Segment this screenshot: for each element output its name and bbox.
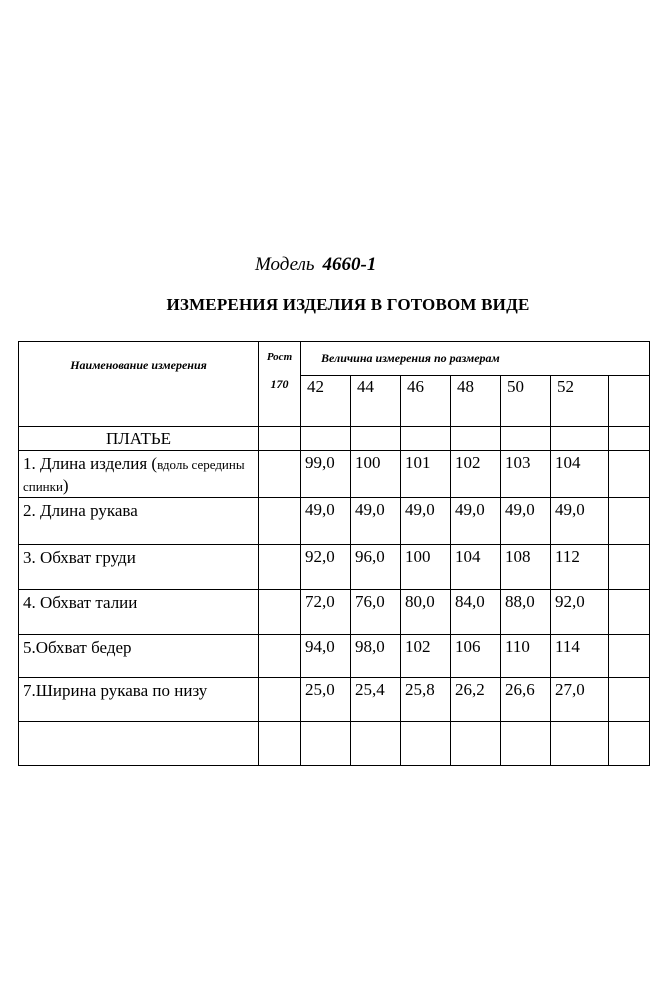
value-cell: 99,0	[301, 451, 351, 498]
value-cell: 98,0	[351, 635, 401, 678]
value-cell: 102	[451, 451, 501, 498]
empty-cell	[451, 722, 501, 766]
value-cell	[609, 498, 650, 545]
value-cell	[609, 590, 650, 635]
value-cell: 100	[351, 451, 401, 498]
size-header-cell: 50	[501, 376, 551, 427]
value-cell: 49,0	[551, 498, 609, 545]
value-cell: 110	[501, 635, 551, 678]
empty-cell	[301, 722, 351, 766]
value-cell	[609, 451, 650, 498]
empty-cell	[259, 722, 301, 766]
size-header-cell: 48	[451, 376, 501, 427]
value-cell: 25,4	[351, 678, 401, 722]
table-row	[19, 545, 650, 590]
page-title: ИЗМЕРЕНИЯ ИЗДЕЛИЯ В ГОТОВОМ ВИДЕ	[166, 295, 530, 314]
value-cell: 96,0	[351, 545, 401, 590]
value-cell: 104	[451, 545, 501, 590]
row-label	[19, 678, 259, 722]
value-cell: 114	[551, 635, 609, 678]
value-cell: 88,0	[501, 590, 551, 635]
value-cell: 27,0	[551, 678, 609, 722]
size-header-cell: 46	[401, 376, 451, 427]
table-row	[19, 498, 650, 545]
measurements-table	[18, 341, 650, 766]
value-cell: 26,2	[451, 678, 501, 722]
row-label-text: 5.Обхват бедер	[23, 638, 132, 657]
row-label	[19, 545, 259, 590]
value-cell: 76,0	[351, 590, 401, 635]
empty-cell	[451, 427, 501, 451]
header-height-label: Рост	[266, 351, 293, 363]
empty-cell	[301, 427, 351, 451]
row-label-text: 4. Обхват талии	[23, 593, 138, 612]
value-cell: 103	[501, 451, 551, 498]
empty-cell	[351, 427, 401, 451]
value-cell: 112	[551, 545, 609, 590]
value-cell: 49,0	[451, 498, 501, 545]
value-cell: 72,0	[301, 590, 351, 635]
size-header-cell	[609, 376, 650, 427]
table-row	[19, 451, 650, 498]
height-cell	[259, 451, 301, 498]
header-name: Наименование измерения	[19, 342, 259, 427]
size-header-cell: 44	[351, 376, 401, 427]
empty-cell	[501, 722, 551, 766]
empty-cell	[609, 722, 650, 766]
header-height	[259, 342, 301, 427]
value-cell: 104	[551, 451, 609, 498]
value-cell: 106	[451, 635, 501, 678]
size-header-cell: 42	[301, 376, 351, 427]
section-row	[19, 427, 650, 451]
height-cell	[259, 545, 301, 590]
header-height-value: 170	[270, 377, 289, 391]
value-cell: 101	[401, 451, 451, 498]
value-cell: 49,0	[401, 498, 451, 545]
row-label	[19, 635, 259, 678]
value-cell: 100	[401, 545, 451, 590]
table-row	[19, 678, 650, 722]
value-cell: 49,0	[501, 498, 551, 545]
value-cell: 49,0	[351, 498, 401, 545]
row-label-text: 3. Обхват груди	[23, 548, 136, 567]
row-label-text: 1. Длина изделия (	[23, 454, 158, 473]
value-cell: 84,0	[451, 590, 501, 635]
empty-cell	[551, 427, 609, 451]
height-cell	[259, 635, 301, 678]
empty-cell	[501, 427, 551, 451]
row-label-text: 7.Ширина рукава по низу	[23, 681, 208, 700]
empty-cell	[259, 427, 301, 451]
row-label-note: вдоль середины спинки	[23, 457, 245, 494]
value-cell: 25,0	[301, 678, 351, 722]
empty-cell	[609, 427, 650, 451]
size-header-cell: 52	[551, 376, 609, 427]
row-label	[19, 498, 259, 545]
height-cell	[259, 678, 301, 722]
table-row	[19, 635, 650, 678]
value-cell: 49,0	[301, 498, 351, 545]
value-cell: 102	[401, 635, 451, 678]
value-cell: 25,8	[401, 678, 451, 722]
empty-cell	[401, 427, 451, 451]
model-caption	[255, 254, 376, 276]
value-cell	[609, 545, 650, 590]
empty-cell	[401, 722, 451, 766]
model-number: 4660-1	[322, 254, 377, 275]
height-cell	[259, 498, 301, 545]
value-cell	[609, 635, 650, 678]
empty-row	[19, 722, 650, 766]
header-row	[19, 342, 650, 376]
section-label: ПЛАТЬЕ	[19, 427, 259, 451]
value-cell: 94,0	[301, 635, 351, 678]
row-label-end: )	[62, 476, 69, 495]
value-cell: 92,0	[551, 590, 609, 635]
height-cell	[259, 590, 301, 635]
row-label	[19, 451, 259, 498]
empty-cell	[351, 722, 401, 766]
row-label	[19, 590, 259, 635]
header-sizes: Величина измерения по размерам	[301, 342, 650, 376]
empty-cell	[19, 722, 259, 766]
value-cell: 26,6	[501, 678, 551, 722]
model-label: Модель	[255, 254, 315, 275]
value-cell	[609, 678, 650, 722]
table-row	[19, 590, 650, 635]
row-label-text: 2. Длина рукава	[23, 501, 138, 520]
value-cell: 108	[501, 545, 551, 590]
empty-cell	[551, 722, 609, 766]
value-cell: 80,0	[401, 590, 451, 635]
value-cell: 92,0	[301, 545, 351, 590]
